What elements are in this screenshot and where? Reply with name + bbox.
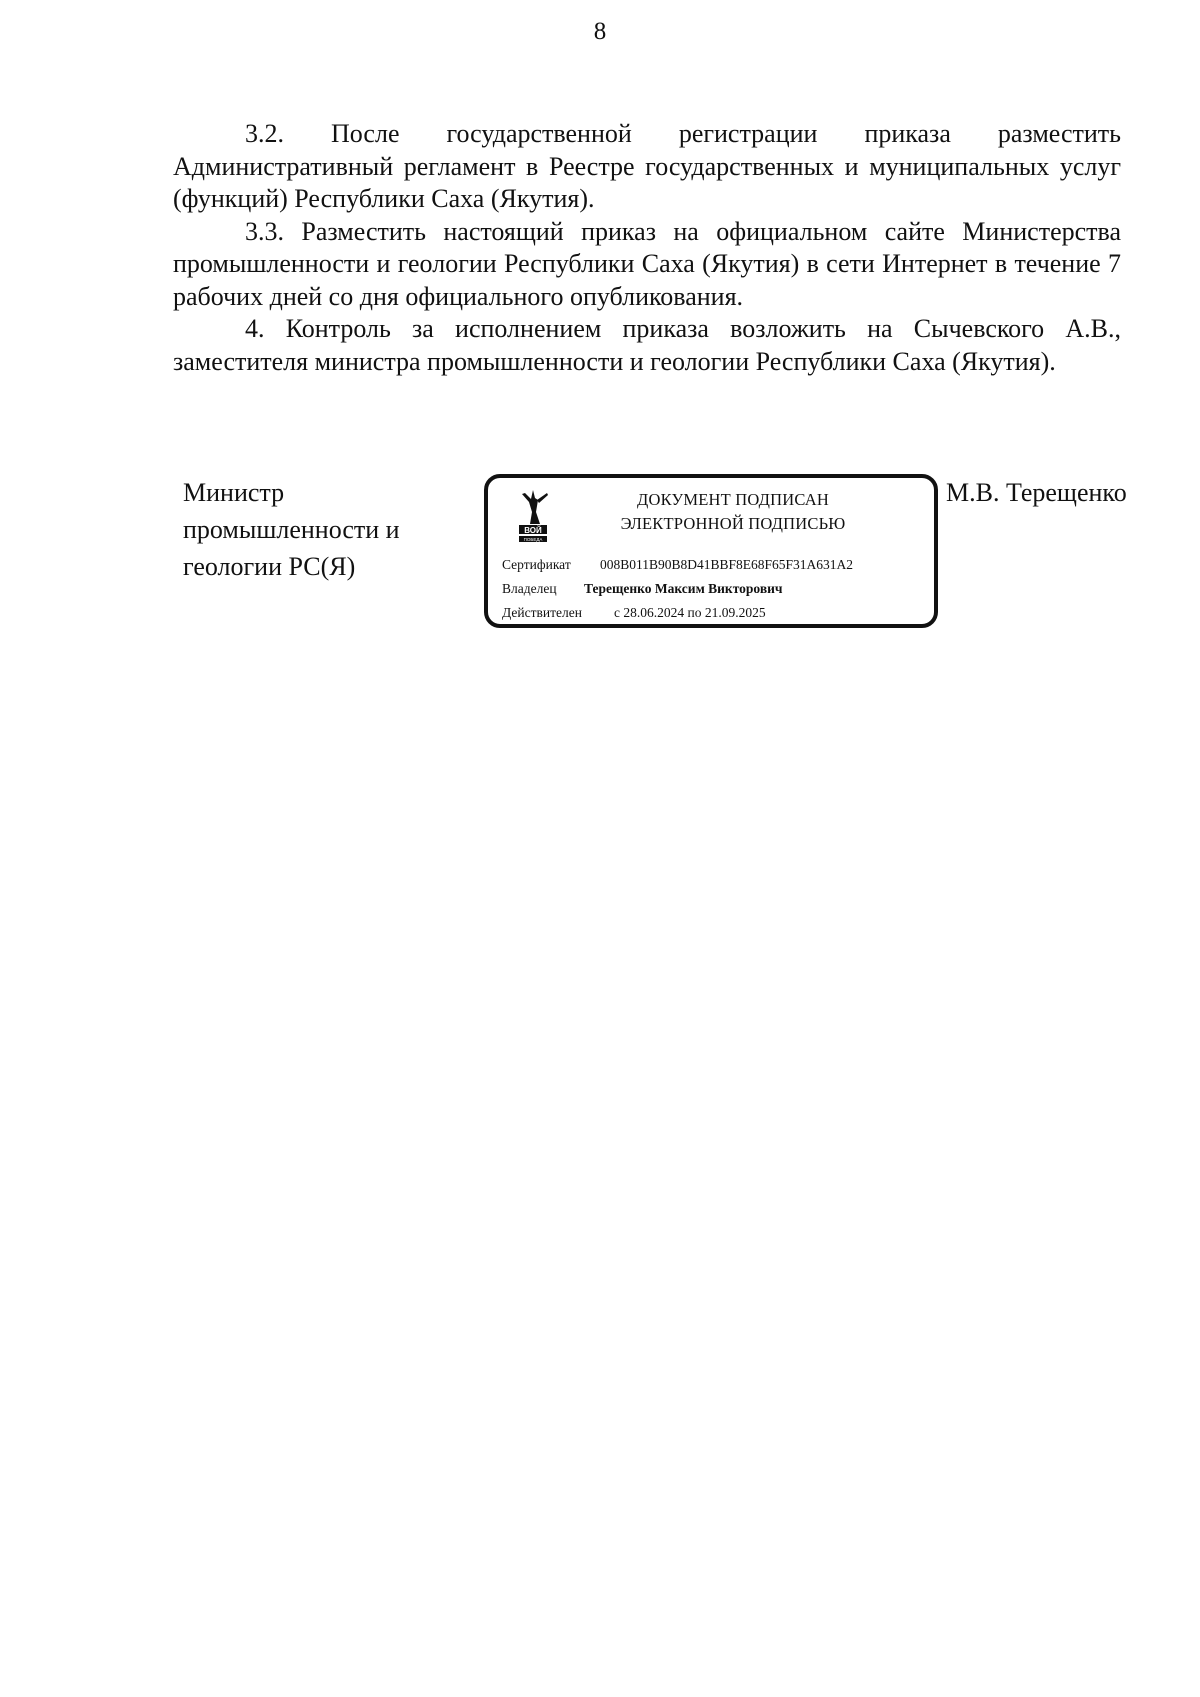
valid-from-prefix: с <box>614 605 620 620</box>
owner-row <box>502 580 783 598</box>
paragraph-3-3: 3.3. Разместить настоящий приказ на официальном сайте Министерства промышленности и геологии Республики Саха (Якутия) в сети Интернет в течение 7 рабочих дней со дня официального опубликования. <box>173 216 1121 311</box>
signatory-name: М.В. Терещенко <box>946 478 1127 507</box>
owner-value: Терещенко Максим Викторович <box>584 581 783 596</box>
signatory-position-line: Министр <box>183 478 285 507</box>
paragraph-3-2: 3.2. После государственной регистрации приказа разместить Административный регламент в Реестре государственных и муниципальных услуг (функций) Республики Саха (Якутия). <box>173 119 1121 213</box>
valid-from-date: 28.06.2024 <box>623 605 685 620</box>
certificate-row <box>502 556 853 574</box>
stamp-heading-line: ДОКУМЕНТ ПОДПИСАН <box>637 490 829 509</box>
electronic-signature-stamp <box>484 474 938 628</box>
document-body <box>173 118 1121 378</box>
svg-text:ВОЙ: ВОЙ <box>524 526 542 535</box>
validity-label: Действителен <box>502 605 582 620</box>
valid-to-prefix: по <box>687 605 702 620</box>
valid-to-date: 21.09.2025 <box>704 605 766 620</box>
svg-text:ПОБЕДА: ПОБЕДА <box>523 537 543 542</box>
certificate-value: 008B011B90B8D41BBF8E68F65F31A631A2 <box>600 557 854 572</box>
stamp-heading-line: ЭЛЕКТРОННОЙ ПОДПИСЬЮ <box>620 514 846 533</box>
stamp-heading <box>578 488 888 536</box>
signatory-position-line: промышленности и <box>183 515 400 544</box>
owner-label: Владелец <box>502 581 557 596</box>
certificate-label: Сертификат <box>502 557 571 572</box>
signatory-position <box>183 474 473 585</box>
validity-row <box>502 604 766 622</box>
signatory-position-line: геологии РС(Я) <box>183 552 356 581</box>
victory-emblem-icon <box>516 488 550 544</box>
page-number: 8 <box>593 18 607 45</box>
paragraph-4: 4. Контроль за исполнением приказа возложить на Сычевского А.В., заместителя министра промышленности и геологии Республики Саха (Якутия). <box>173 314 1121 376</box>
